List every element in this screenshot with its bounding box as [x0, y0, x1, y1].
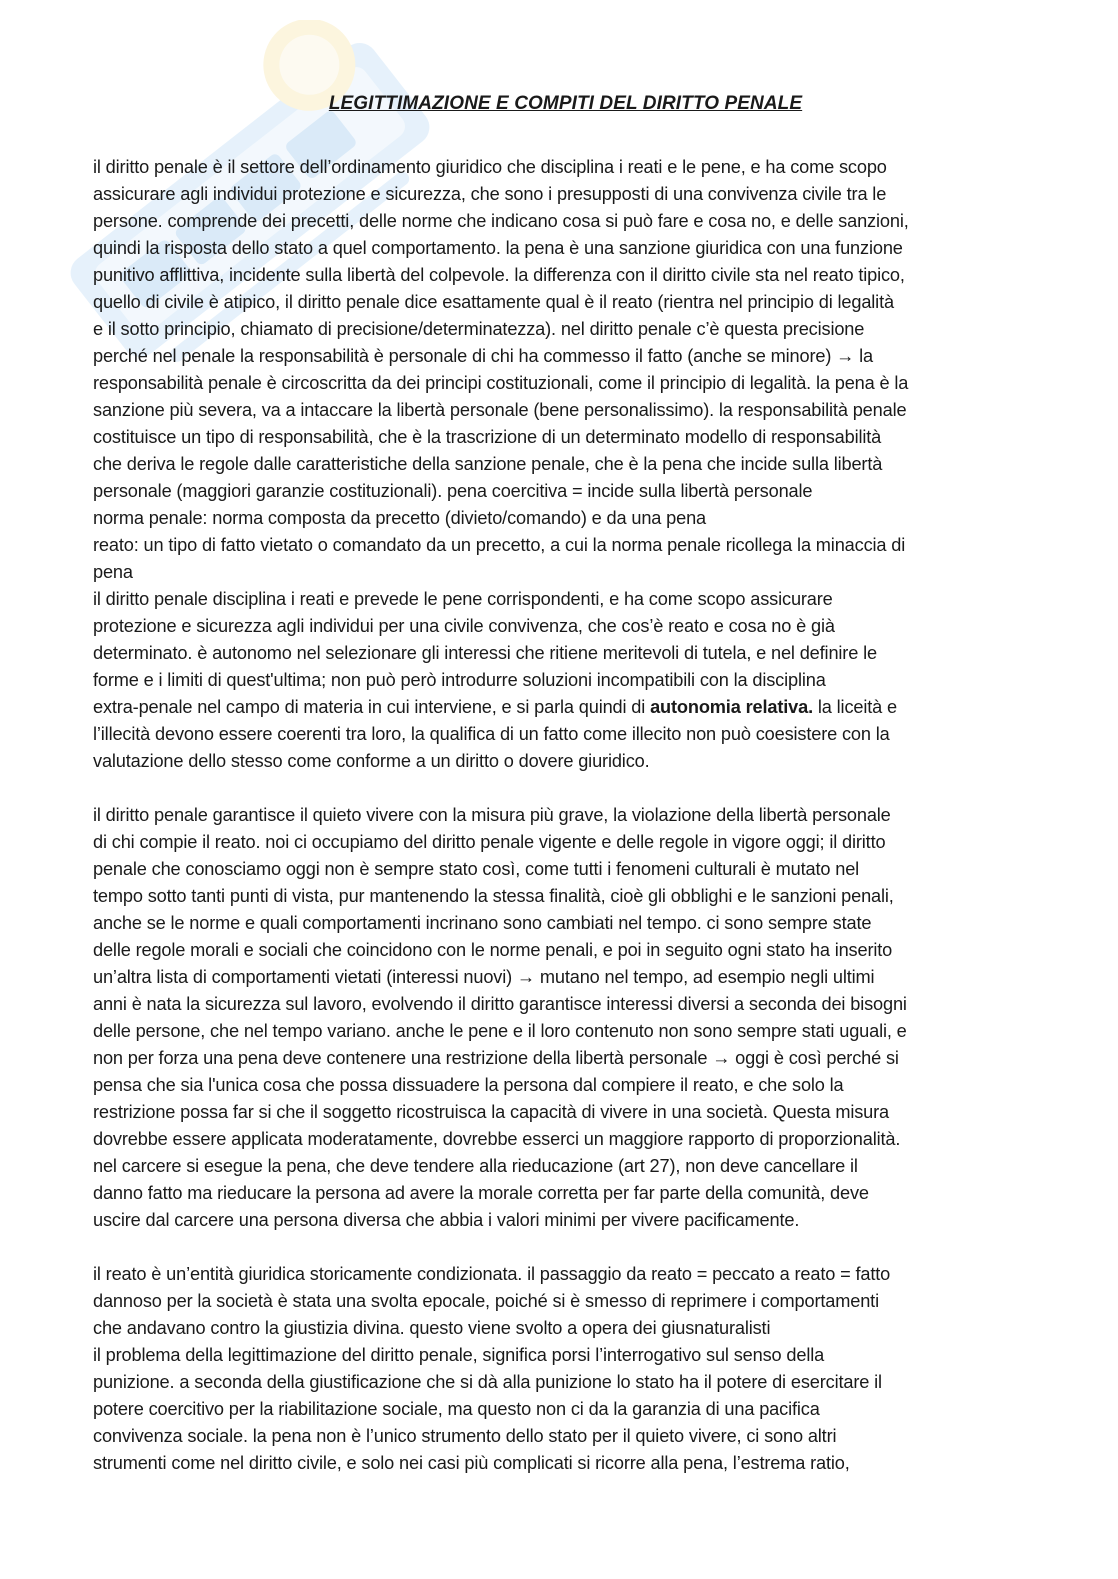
- paragraph-spacer: [93, 1234, 1038, 1261]
- paragraph-1-text-a: il diritto penale è il settore dell’ordinamento giuridico che disciplina i reati e le pene, e ha come scopo assicurare agli individui protezione e sicurezza, che sono i presupposti di una convivenza civile tra le persone. comprende dei precetti, delle norme che indicano cosa si può fare e cosa no, e delle sanzioni, quindi la risposta dello stato a quel comportamento. la pena è una sanzione giuridica con una funzione punitivo afflittiva, incidente sulla libertà del colpevole. la differenza con il diritto civile sta nel reato tipico, quello di civile è atipico, il diritto penale dice esattamente qual è il reato (rientra nel principio di legalità e il sotto principio, chiamato di precisione/determinatezza). nel diritto penale c’è questa precisione perché nel penale la responsabilità è personale di chi ha commesso il fatto (anche se minore) → la responsabilità penale è circoscritta da dei principi costituzionali, come il principio di legalità. la pena è la sanzione più severa, va a intaccare la libertà personale (bene personalissimo). la responsabilità penale costituisce un tipo di responsabilità, che è la trascrizione di un determinato modello di responsabilità che deriva le regole dalle caratteristiche della sanzione penale, che è la pena che incide sulla libertà personale (maggiori garanzie costituzionali). pena coercitiva = incide sulla libertà personale norma penale: norma composta da precetto (divieto/comando) e da una pena reato: un tipo di fatto vietato o comandato da un precetto, a cui la norma penale ricollega la minaccia di pena il diritto penale disciplina i reati e prevede le pene corrispondenti, e ha come scopo assicurare protezione e sicurezza agli individui per una civile convivenza, che cos’è reato e cosa no è già determinato. è autonomo nel selezionare gli interessi che ritiene meritevoli di tutela, e nel definire le forme e i limiti di quest'ultima; non può però introdurre soluzioni incompatibili con la disciplina extra-penale nel campo di materia in cui interviene, e si parla quindi di: [93, 157, 909, 717]
- paragraph-1: [93, 154, 1038, 775]
- paragraph-1-bold-term: autonomia relativa.: [650, 697, 813, 717]
- paragraph-3: il reato è un’entità giuridica storicamente condizionata. il passaggio da reato = peccato a reato = fatto dannoso per la società è stata una svolta epocale, poiché si è smesso di reprimere i comportamenti che andavano contro la giustizia divina. questo viene svolto a opera dei giusnaturalisti il problema della legittimazione del diritto penale, significa porsi l’interrogativo sul senso della punizione. a seconda della giustificazione che si dà alla punizione lo stato ha il potere di esercitare il potere coercitivo per la riabilitazione sociale, ma questo non ci da la garanzia di una pacifica convivenza sociale. la pena non è l’unico strumento dello stato per il quieto vivere, ci sono altri strumenti come nel diritto civile, e solo nei casi più complicati si ricorre alla pena, l’estrema ratio,: [93, 1264, 891, 1473]
- paragraph-spacer: [93, 775, 1038, 802]
- document-content: [93, 88, 1038, 1477]
- document-title: LEGITTIMAZIONE E COMPITI DEL DIRITTO PENALE: [328, 93, 803, 114]
- paragraph-1-text-b: la liceità e l’illecità devono essere coerenti tra loro, la qualifica di un fatto come illecito non può coesistere con la valutazione dello stesso come conforme a un diritto o dovere giuridico.: [93, 697, 897, 771]
- paragraph-2: il diritto penale garantisce il quieto vivere con la misura più grave, la violazione della libertà personale di chi compie il reato. noi ci occupiamo del diritto penale vigente e delle regole in vigore oggi; il diritto penale che conosciamo oggi non è sempre stato così, come tutti i fenomeni culturali è mutato nel tempo sotto tanti punti di vista, pur mantenendo la stessa finalità, cioè gli obblighi e le sanzioni penali, anche se le norme e quali comportamenti incrinano sono cambiati nel tempo. ci sono sempre state delle regole morali e sociali che coincidono con le norme penali, e poi in seguito ogni stato ha inserito un’altra lista di comportamenti vietati (interessi nuovi) → mutano nel tempo, ad esempio negli ultimi anni è nata la sicurezza sul lavoro, evolvendo il diritto garantisce interessi diversi a seconda dei bisogni delle persone, che nel tempo variano. anche le pene e il loro contenuto non sono sempre stati uguali, e non per forza una pena deve contenere una restrizione della libertà personale → oggi è così perché si pensa che sia l'unica cosa che possa dissuadere la persona dal compiere il reato, e che solo la restrizione possa far si che il soggetto ricostruisca la capacità di vivere in una società. Questa misura dovrebbe essere applicata moderatamente, dovrebbe esserci un maggiore rapporto di proporzionalità. nel carcere si esegue la pena, che deve tendere alla rieducazione (art 27), non deve cancellare il danno fatto ma rieducare la persona ad avere la morale corretta per far parte della comunità, deve uscire dal carcere una persona diversa che abbia i valori minimi per vivere pacificamente.: [93, 805, 907, 1230]
